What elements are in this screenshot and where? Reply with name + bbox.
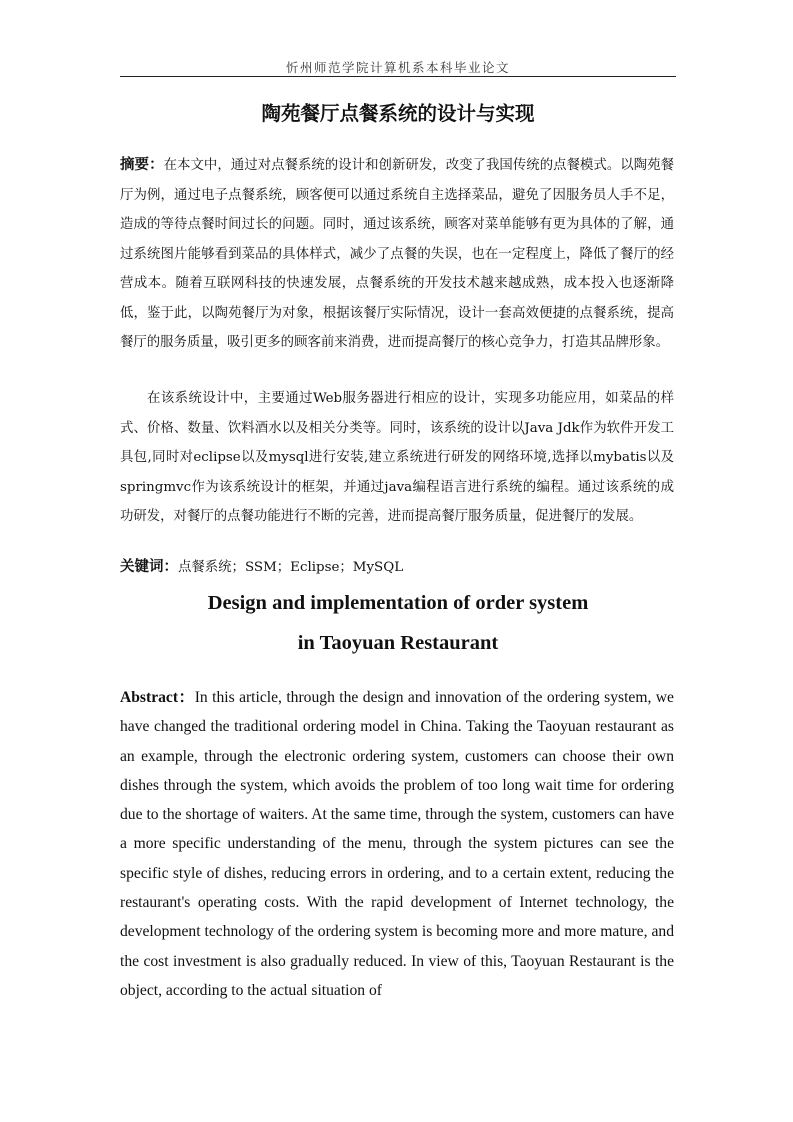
chinese-abstract-label: 摘要：	[120, 157, 164, 173]
english-title-line-2: in Taoyuan Restaurant	[297, 632, 499, 654]
chinese-keywords	[120, 555, 674, 576]
chinese-title: 陶苑餐厅点餐系统的设计与实现	[261, 102, 535, 125]
chinese-abstract-paragraph-1	[120, 151, 674, 358]
english-abstract-label: Abstract：	[120, 689, 195, 706]
chinese-abstract-paragraph-2	[120, 384, 674, 532]
keywords-text: 点餐系统；SSM；Eclipse；MySQL	[178, 560, 404, 575]
chinese-abstract-text-2: 在该系统设计中，主要通过Web服务器进行相应的设计，实现多功能应用，如菜品的样式、价格、数量、饮料酒水以及相关分类等。同时，该系统的设计以Java Jdk作为软件开发工具包,同时对eclipse以及mysql进行安装,建立系统进行研发的网络环境,选择以mybatis以及springmvc作为该系统设计的框架，并通过java编程语言进行系统的编程。通过该系统的成功研发，对餐厅的点餐功能进行不断的完善，进而提高餐厅服务质量，促进餐厅的发展。	[120, 391, 674, 524]
header-rule	[120, 76, 676, 77]
english-title-line-1: Design and implementation of order system	[207, 592, 589, 614]
english-abstract-text: In this article, through the design and innovation of the ordering system, we have changed the traditional ordering model in China. Taking the Taoyuan restaurant as an example, through the electronic ordering system, customers can choose their own dishes through the system, which avoids the problem of too long wait time for ordering due to the shortage of waiters. At the same time, through the system, customers can have a more specific understanding of the menu, through the system pictures can see the specific style of dishes, reducing errors in ordering, and to a certain extent, reducing the restaurant's operating costs. With the rapid development of Internet technology, the development technology of the ordering system is becoming more and more mature, and the cost investment is also gradually reduced. In view of this, Taoyuan Restaurant is the object, according to the actual situation of	[120, 689, 674, 999]
running-header: 忻州师范学院计算机系本科毕业论文	[285, 60, 510, 75]
keywords-label: 关键词：	[120, 559, 178, 575]
english-abstract	[120, 683, 674, 1005]
chinese-abstract-text-1: 在本文中，通过对点餐系统的设计和创新研发，改变了我国传统的点餐模式。以陶苑餐厅为例，通过电子点餐系统，顾客便可以通过系统自主选择菜品，避免了因服务员人手不足，造成的等待点餐时间过长的问题。同时，通过该系统，顾客对菜单能够有更为具体的了解，通过系统图片能够看到菜品的具体样式，减少了点餐的失误，也在一定程度上，降低了餐厅的经营成本。随着互联网科技的快速发展，点餐系统的开发技术越来越成熟，成本投入也逐渐降低，鉴于此，以陶苑餐厅为对象，根据该餐厅实际情况，设计一套高效便捷的点餐系统，提高餐厅的服务质量，吸引更多的顾客前来消费，进而提高餐厅的核心竞争力，打造其品牌形象。	[120, 158, 674, 350]
